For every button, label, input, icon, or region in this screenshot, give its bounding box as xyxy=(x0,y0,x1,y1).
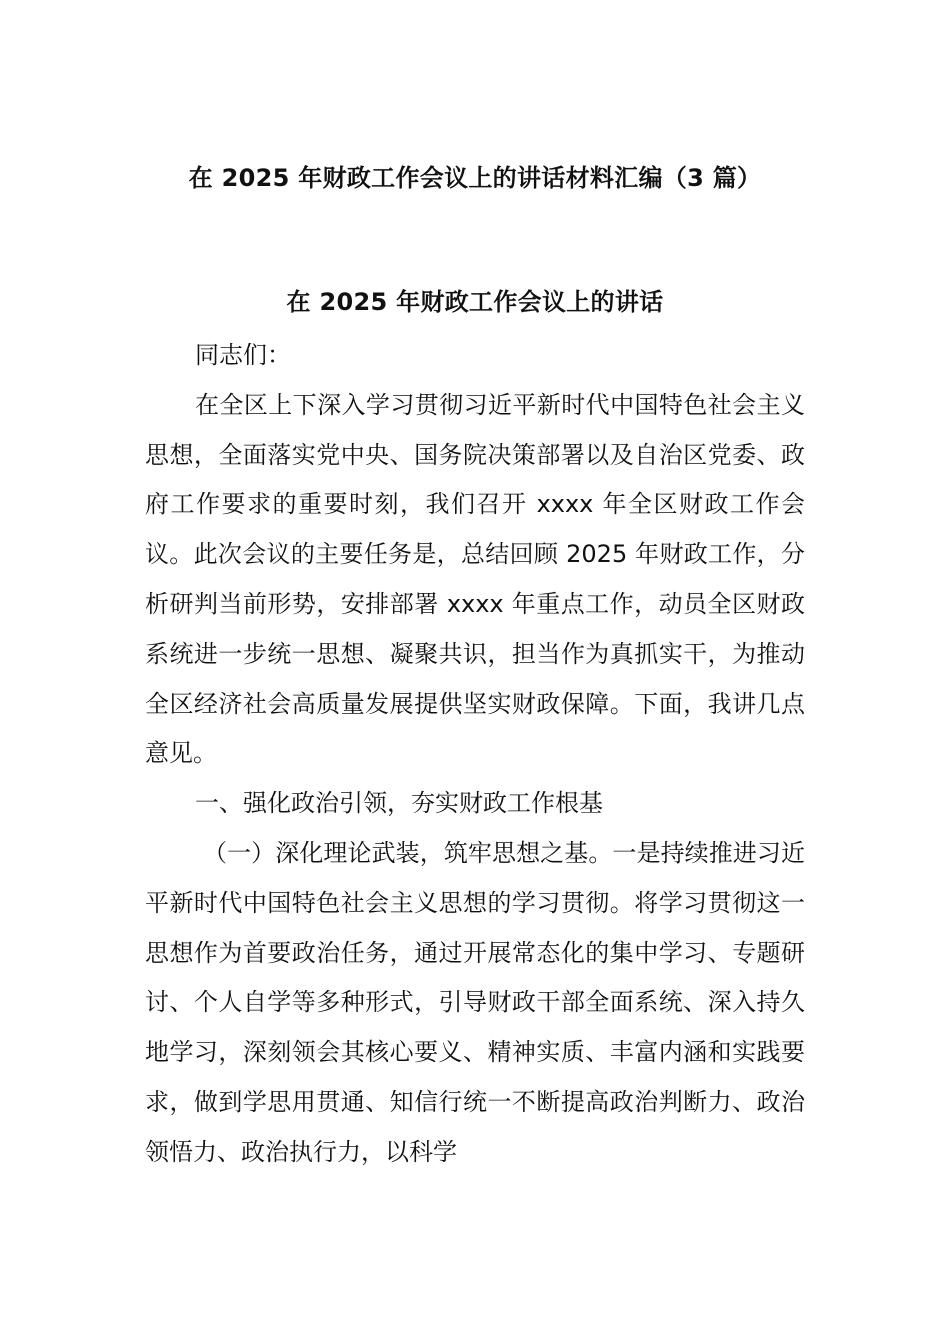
section-heading: 一、强化政治引领，夯实财政工作根基 xyxy=(195,789,603,818)
subsection-paragraph: （一）深化理论武装，筑牢思想之基。一是持续推进习近平新时代中国特色社会主义思想的学习贯彻。将学习贯彻这一思想作为首要政治任务，通过开展常态化的集中学习、专题研讨、个人自学等多种形式，引导财政干部全面系统、深入持久地学习，深刻领会其核心要义、精神实质、丰富内涵和实践要求，做到学思用贯通、知信行统一不断提高政治判断力、政治领悟力、政治执行力，以科学 xyxy=(145,838,805,1166)
salutation: 同志们： xyxy=(195,341,291,369)
speech-title: 在 2025 年财政工作会议上的讲话 xyxy=(286,288,664,316)
intro-paragraph: 在全区上下深入学习贯彻习近平新时代中国特色社会主义思想，全面落实党中央、国务院决策部署以及自治区党委、政府工作要求的重要时刻，我们召开 xxxx 年全区财政工作会议。此次会议的主要任务是，总结回顾 2025 年财政工作，分析研判当前形势，安排部署 xxxx 年重点工作，动员全区财政系统进一步统一思想、凝聚共识，担当作为真抓实干，为推动全区经济社会高质量发展提供坚实财政保障。下面，我讲几点意见。 xyxy=(145,390,805,768)
document-title: 在 2025 年财政工作会议上的讲话材料汇编（3 篇） xyxy=(188,164,762,192)
document-body xyxy=(145,331,805,1178)
